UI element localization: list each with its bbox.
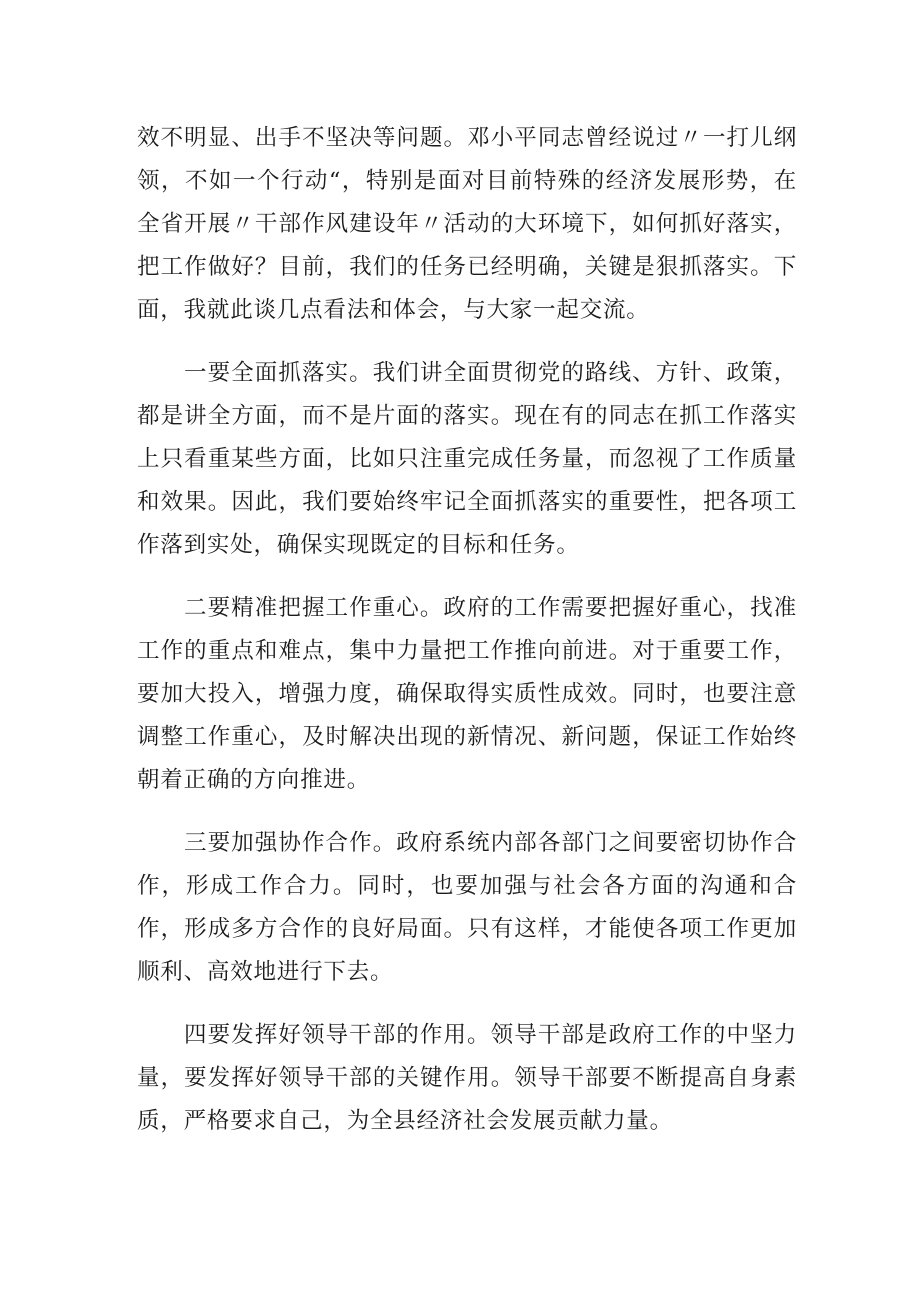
paragraph-point-1: 一要全面抓落实。我们讲全面贯彻党的路线、方针、政策，都是讲全方面，而不是片面的落实。现在有的同志在抓工作落实上只看重某些方面，比如只注重完成任务量，而忽视了工作质量和效果。因此，我们要始终牢记全面抓落实的重要性，把各项工作落到实处，确保实现既定的目标和任务。 (137, 360, 797, 558)
paragraph-point-2: 二要精准把握工作重心。政府的工作需要把握好重心，找准工作的重点和难点，集中力量把工作推向前进。对于重要工作，要加大投入，增强力度，确保取得实质性成效。同时，也要注意调整工作重心，及时解决出现的新情况、新问题，保证工作始终朝着正确的方向推进。 (137, 595, 797, 793)
paragraph-point-3: 三要加强协作合作。政府系统内部各部门之间要密切协作合作，形成工作合力。同时，也要加强与社会各方面的沟通和合作，形成多方合作的良好局面。只有这样，才能使各项工作更加顺利、高效地进行下去。 (137, 830, 797, 985)
document-body (137, 117, 797, 1163)
paragraph-intro-continued: 效不明显、出手不坚决等问题。邓小平同志曾经说过〃一打儿纲领，不如一个行动“，特别是面对目前特殊的经济发展形势，在全省开展〃干部作风建设年〃活动的大环境下，如何抓好落实，把工作做好？目前，我们的任务已经明确，关键是狠抓落实。下面，我就此谈几点看法和体会，与大家一起交流。 (137, 125, 797, 323)
paragraph-point-4: 四要发挥好领导干部的作用。领导干部是政府工作的中坚力量，要发挥好领导干部的关键作用。领导干部要不断提高自身素质，严格要求自己，为全县经济社会发展贡献力量。 (137, 1022, 797, 1134)
